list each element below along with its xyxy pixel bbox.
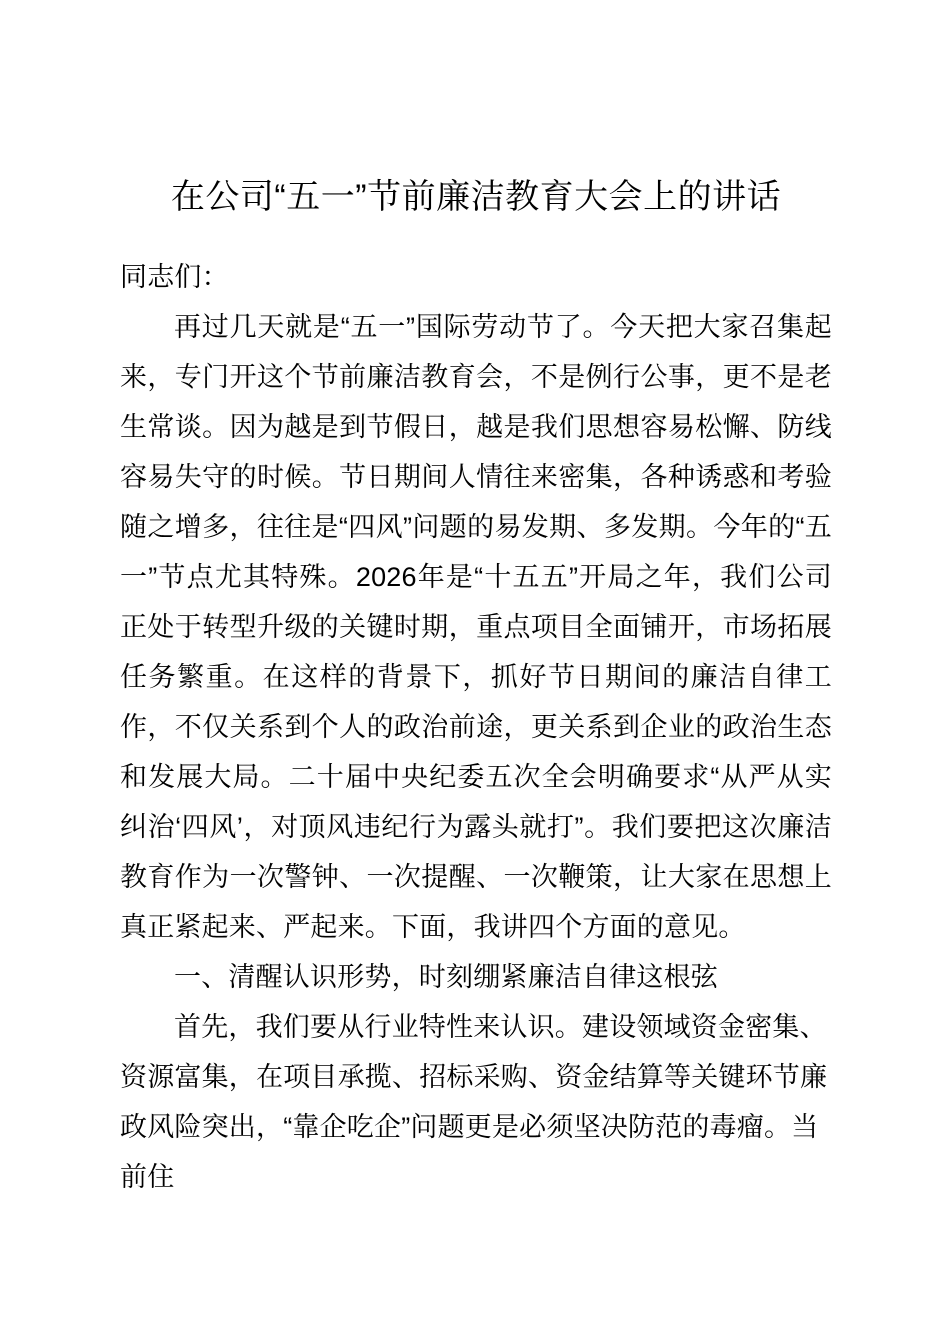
page-title: 在公司“五一”节前廉洁教育大会上的讲话 <box>170 178 782 216</box>
text-column <box>120 0 832 1344</box>
document-body <box>120 252 832 1202</box>
paragraph-section-one-body: 首先，我们要从行业特性来认识。建设领域资金密集、资源富集，在项目承揽、招标采购、资金结算等关键环节廉政风险突出，“靠企吃企”问题更是必须坚决防范的毒瘤。当前住 <box>120 1012 828 1192</box>
section-heading-one: 一、清醒认识形势，时刻绷紧廉洁自律这根弦 <box>174 962 718 992</box>
salutation: 同志们： <box>120 262 229 292</box>
paragraph-opening: 再过几天就是“五一”国际劳动节了。今天把大家召集起来，专门开这个节前廉洁教育会，不是例行公事，更不是老生常谈。因为越是到节假日，越是我们思想容易松懈、防线容易失守的时候。节日期间人情往来密集，各种诱惑和考验随之增多，往往是“四风”问题的易发期、多发期。今年的“五一”节点尤其特殊。2026年是“十五五”开局之年，我们公司正处于转型升级的关键时期，重点项目全面铺开，市场拓展任务繁重。在这样的背景下，抓好节日期间的廉洁自律工作，不仅关系到个人的政治前途，更关系到企业的政治生态和发展大局。二十届中央纪委五次全会明确要求“从严从实纠治‘四风’，对顶风违纪行为露头就打”。我们要把这次廉洁教育作为一次警钟、一次提醒、一次鞭策，让大家在思想上真正紧起来、严起来。下面，我讲四个方面的意见。 <box>120 312 832 942</box>
